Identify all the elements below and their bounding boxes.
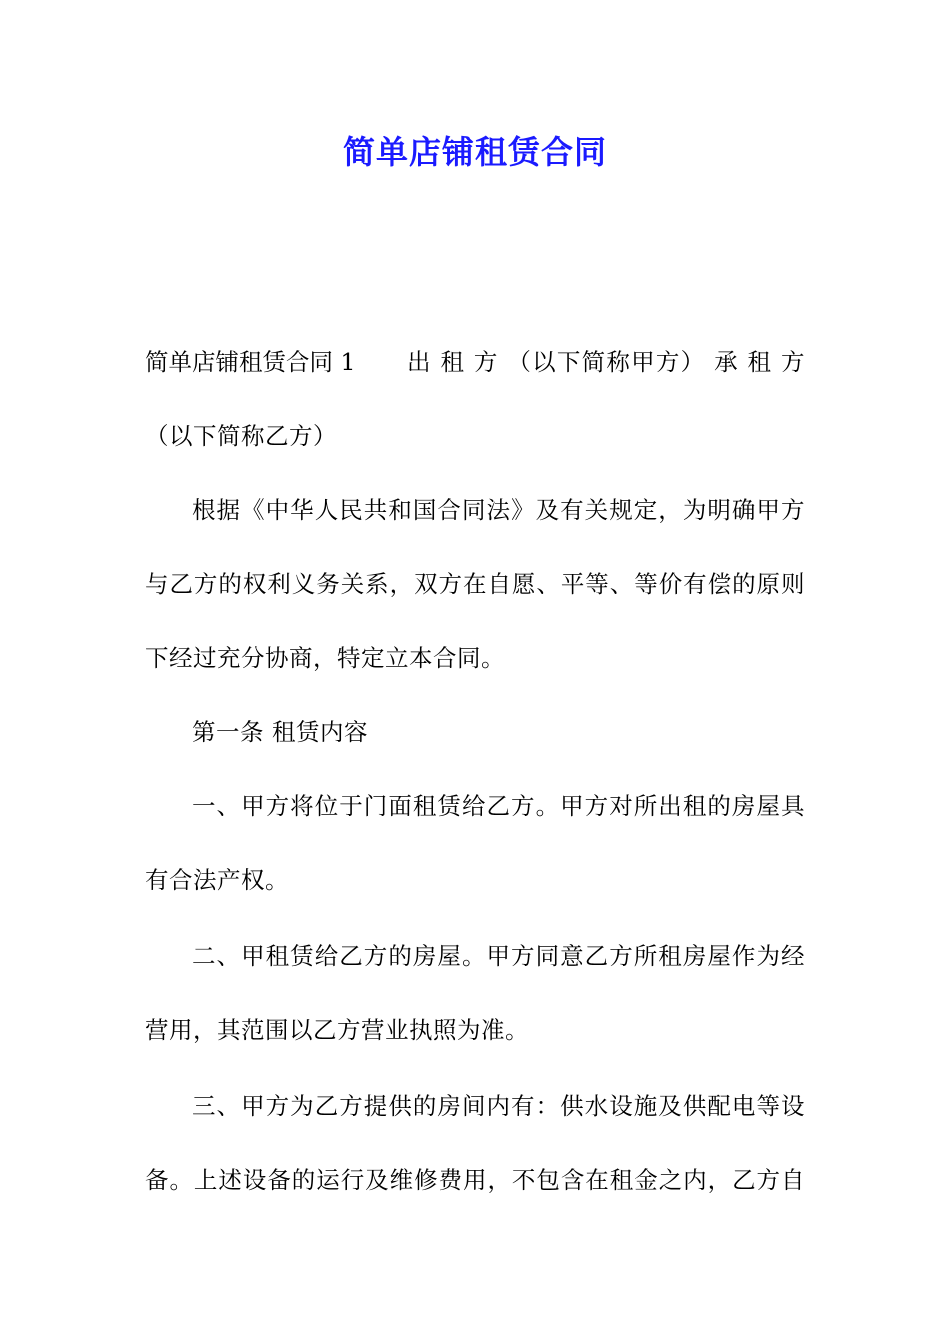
clause-one-line-2: 有合法产权。	[145, 866, 289, 894]
text-line-lessee-note: （以下简称乙方）	[145, 422, 337, 450]
clause-three-line-1: 三、甲方为乙方提供的房间内有：供水设施及供配电等设	[192, 1092, 805, 1120]
text-line-basis: 根据《中华人民共和国合同法》及有关规定，为明确甲方	[192, 496, 805, 524]
clause-three-line-2: 备。上述设备的运行及维修费用，不包含在租金之内，乙方自	[145, 1166, 805, 1194]
text-line-principles: 与乙方的权利义务关系，双方在自愿、平等、等价有偿的原则	[145, 570, 805, 598]
clause-two-line-1: 二、甲租赁给乙方的房屋。甲方同意乙方所租房屋作为经	[192, 942, 805, 970]
text-line-agreement: 下经过充分协商，特定立本合同。	[145, 644, 505, 672]
parties-lessor-lessee: 出 租 方 （以下简称甲方） 承 租 方	[407, 348, 805, 376]
clause-one-line-1: 一、甲方将位于门面租赁给乙方。甲方对所出租的房屋具	[192, 792, 805, 820]
contract-header-line	[145, 344, 805, 380]
article-one-heading: 第一条 租赁内容	[192, 718, 368, 746]
contract-subtitle: 简单店铺租赁合同 1	[145, 348, 356, 376]
document-title: 简单店铺租赁合同	[342, 133, 607, 171]
clause-two-line-2: 营用，其范围以乙方营业执照为准。	[145, 1016, 529, 1044]
